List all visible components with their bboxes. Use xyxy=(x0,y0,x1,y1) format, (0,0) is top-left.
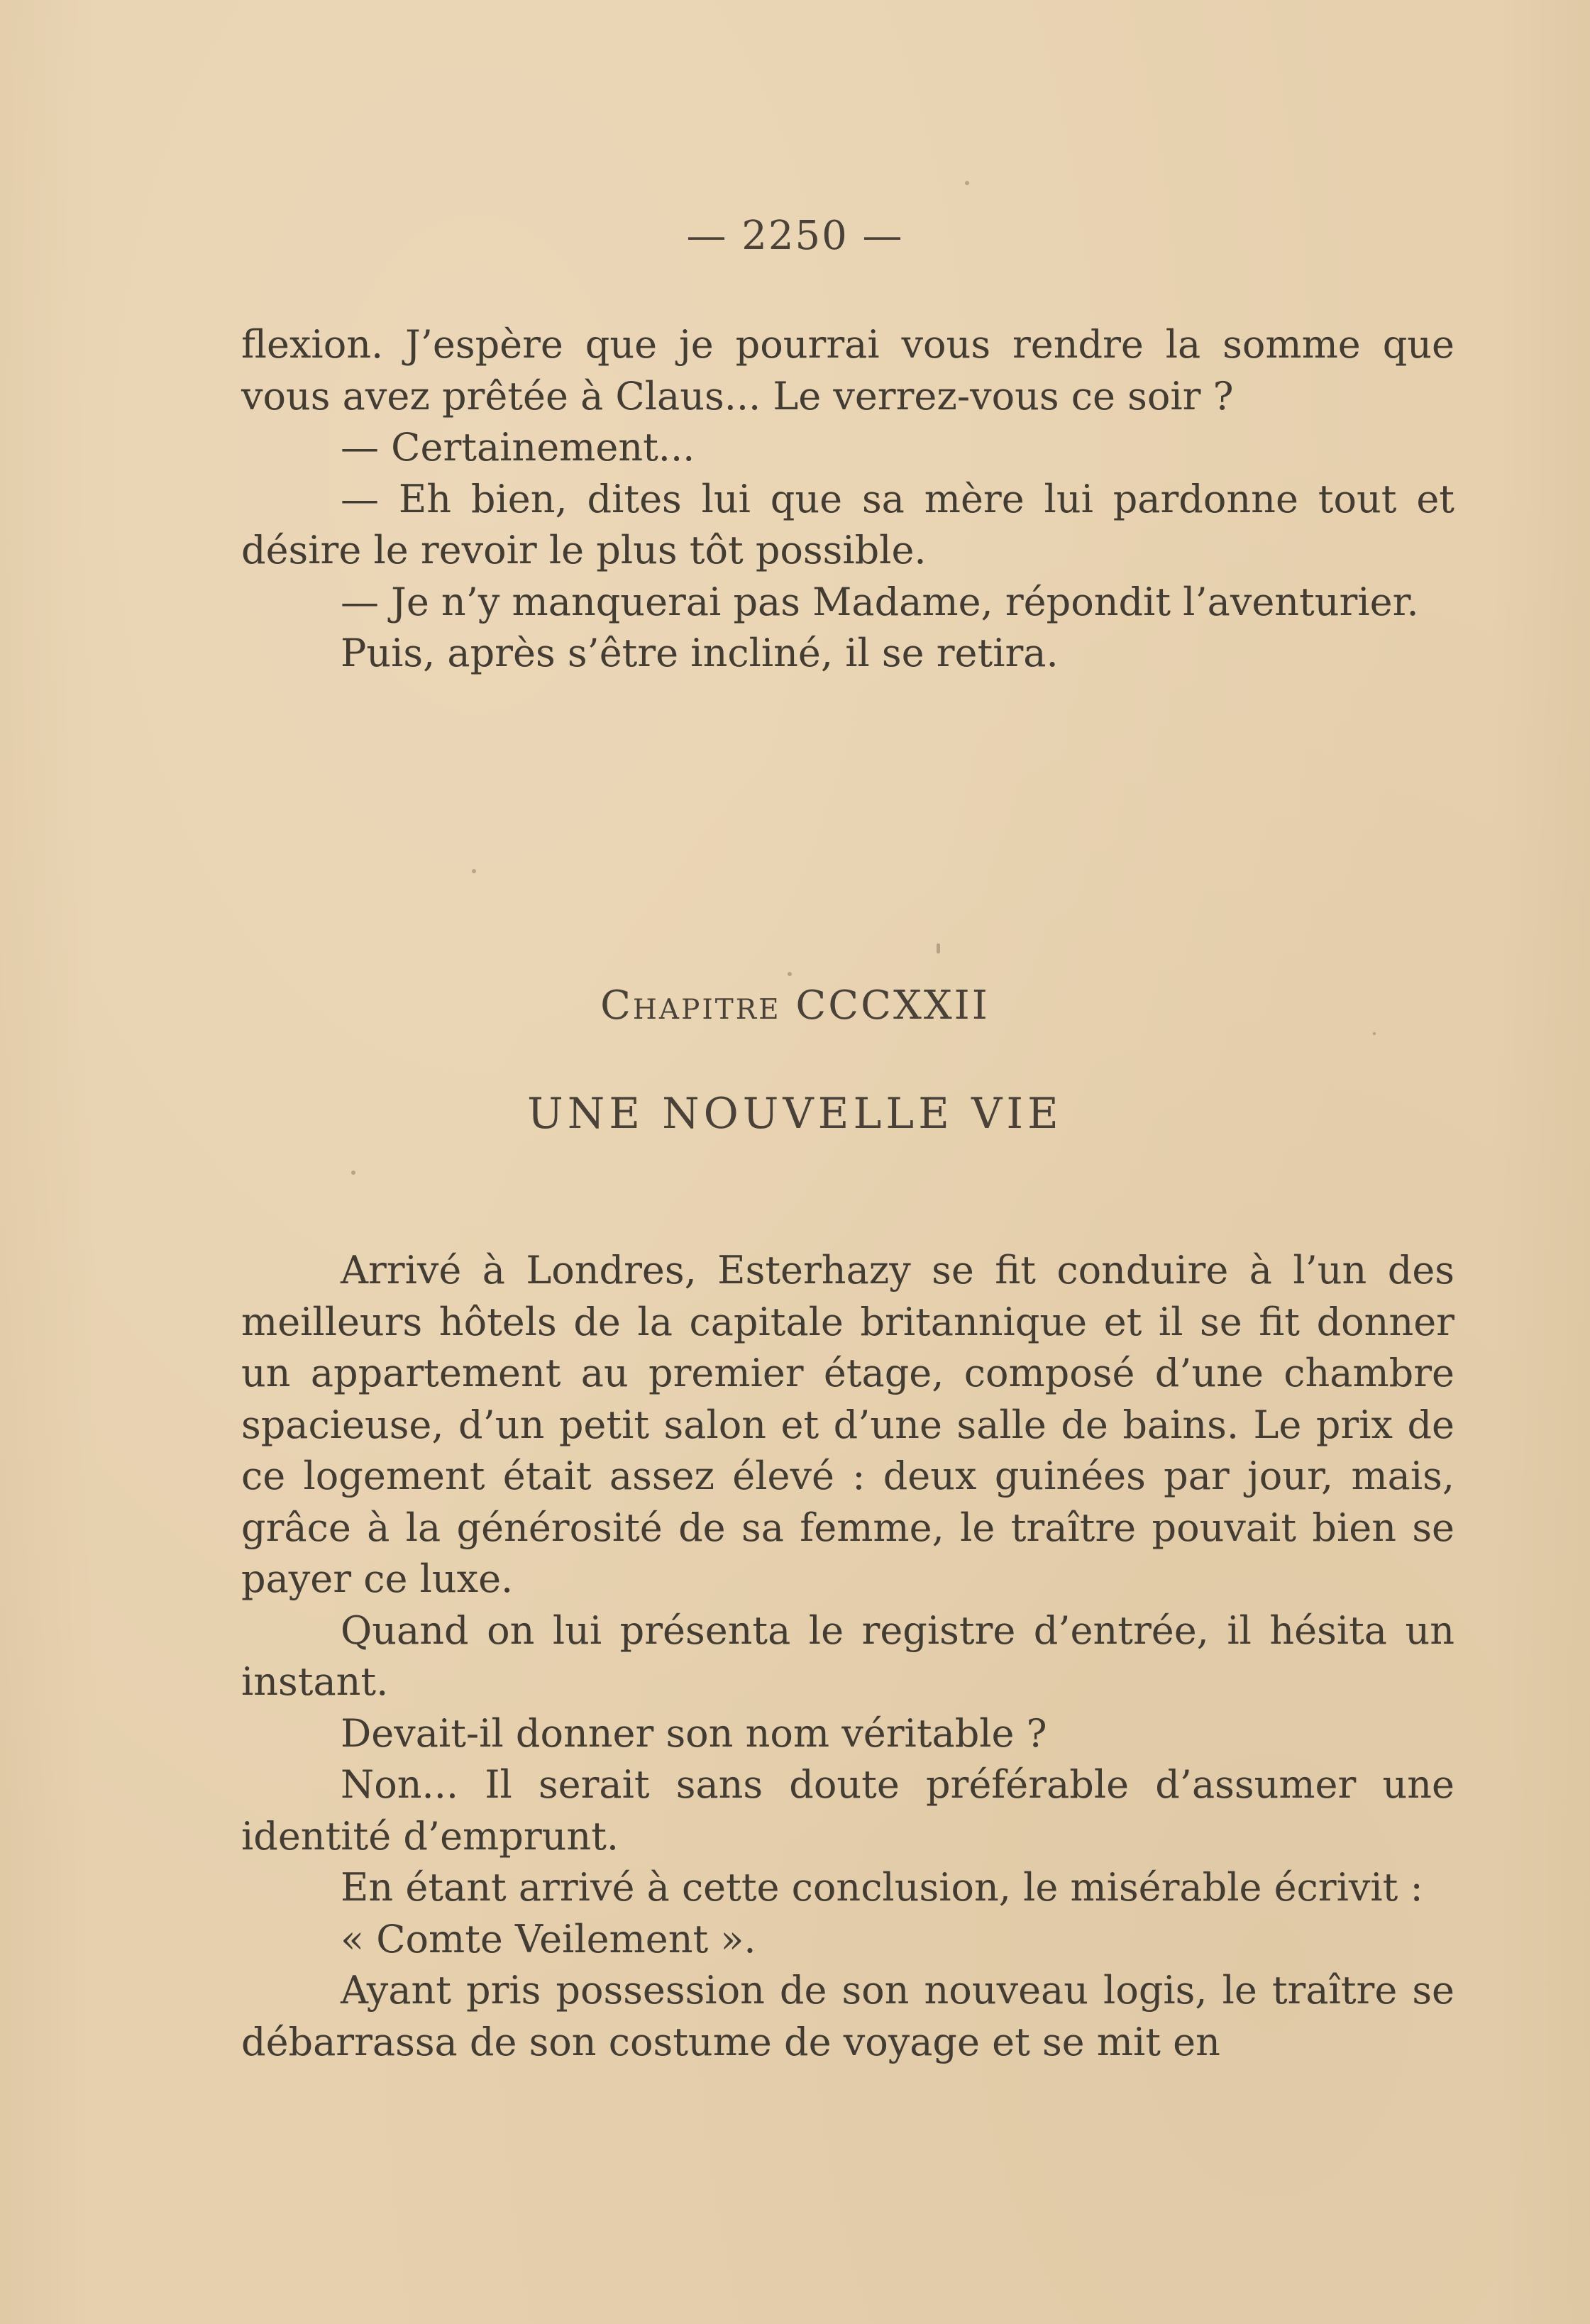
paragraph-dialogue: — Certainement... xyxy=(341,425,695,470)
paragraph-dialogue: — Eh bien, dites lui que sa mère lui pardonne tout et désire le revoir le plus tôt possible. xyxy=(241,476,1454,572)
paragraph: Devait-il donner son nom véritable ? xyxy=(341,1710,1047,1756)
paper-speck xyxy=(788,972,792,976)
top-text-block xyxy=(241,319,1454,680)
paper-speck xyxy=(472,869,476,873)
chapter-label: Chapitre xyxy=(600,983,781,1029)
paper-speck xyxy=(937,944,940,953)
paper-speck xyxy=(1373,1032,1376,1035)
paragraph-final: Ayant pris possession de son nouveau logis, le traître se débarrassa de son costume de voyage et se mit en xyxy=(241,1968,1454,2064)
chapter-heading xyxy=(0,983,1590,1029)
paper-speck xyxy=(539,649,543,653)
paragraph: Puis, après s’être incliné, il se retira. xyxy=(341,631,1059,675)
paragraph-dialogue: — Je n’y manquerai pas Madame, répondit l’aventurier. xyxy=(341,579,1419,624)
page-number: — 2250 — xyxy=(686,213,904,259)
chapter-title: UNE NOUVELLE VIE xyxy=(527,1089,1063,1139)
paragraph: Quand on lui présenta le registre d’entrée, il hésita un instant. xyxy=(241,1608,1454,1704)
chapter-number: CCCXXII xyxy=(795,983,990,1029)
paragraph: Arrivé à Londres, Esterhazy se fit conduire à l’un des meilleurs hôtels de la capitale britannique et il se fit donner un appartement au premier étage, composé d’une chambre spacieuse, d’un petit salon et d’une salle de bains. Le prix de ce logement était assez élevé : deux guinées par jour, mais, grâce à la générosité de sa femme, le traître pouvait bien se payer ce luxe. xyxy=(241,1248,1454,1601)
paper-speck xyxy=(965,181,969,185)
chapter-body xyxy=(241,1245,1454,2068)
paragraph: Non... Il serait sans doute préférable d’assumer une identité d’emprunt. xyxy=(241,1762,1454,1859)
paragraph: En étant arrivé à cette conclusion, le misérable écrivit : xyxy=(341,1865,1423,1910)
paper-speck xyxy=(351,1171,355,1175)
paragraph: « Comte Veilement ». xyxy=(341,1916,756,1961)
paragraph-continuation: flexion. J’espère que je pourrai vous rendre la somme que vous avez prêtée à Claus... Le verrez-vous ce soir ? xyxy=(241,322,1454,419)
